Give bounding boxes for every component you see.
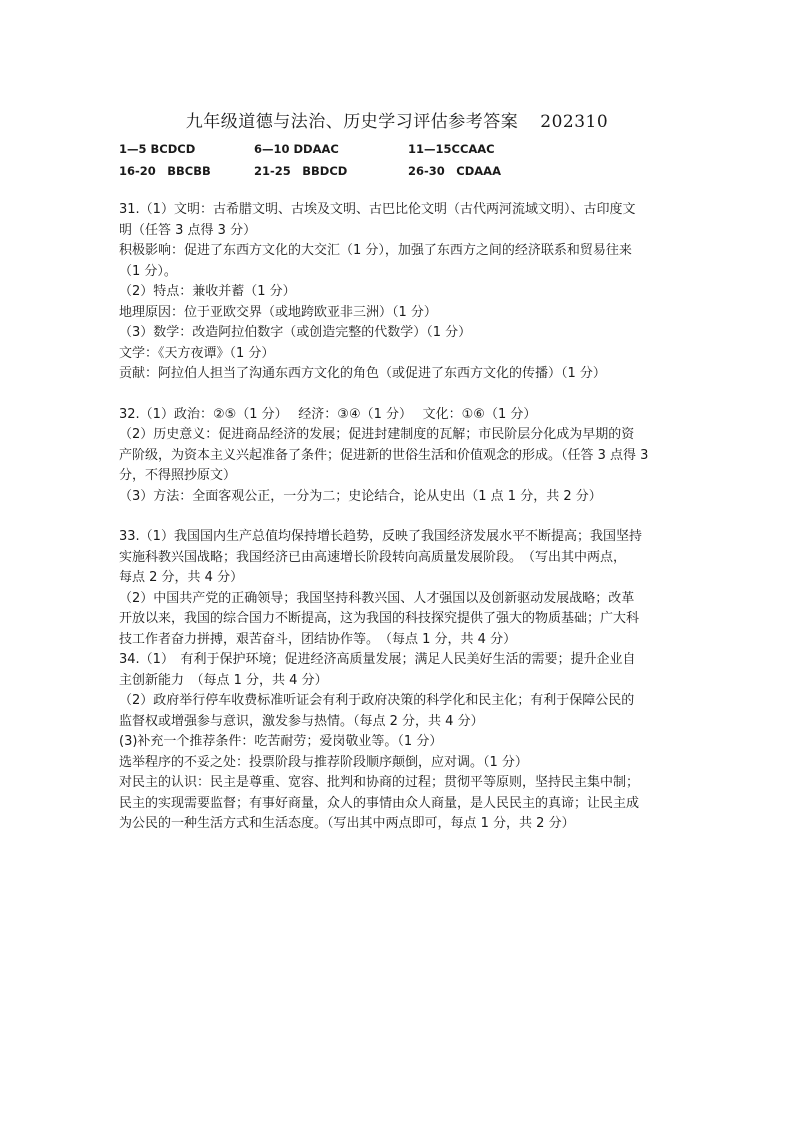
text-line: 地理原因：位于亚欧交界（或地跨欧亚非三洲）（1 分） (119, 304, 437, 320)
text-line: 每点 2 分，共 4 分） (119, 570, 244, 585)
text-line: （2）历史意义：促进商品经济的发展；促进封建制度的瓦解；市民阶层分化成为早期的资 (119, 427, 635, 442)
text-line: 34.（1） 有利于保护环境；促进经济高质量发展；满足人民美好生活的需要；提升企业自 (119, 652, 636, 667)
text-line: 实施科教兴国战略；我国经济已由高速增长阶段转向高质量发展阶段。 （写出其中两点， (119, 549, 627, 565)
text-line: 贡献：阿拉伯人担当了沟通东西方文化的角色（或促进了东西方文化的传播）（1 分） (119, 366, 606, 381)
question-31 (119, 200, 679, 385)
text-line: 明（任答 3 点得 3 分） (119, 222, 257, 238)
title-date: 202310 (540, 112, 609, 132)
text-line: 33.（1）我国国内生产总值均保持增长趋势，反映了我国经济发展水平不断提高；我国坚持 (119, 529, 642, 544)
question-33 (119, 527, 679, 650)
answer-range-26-30: 26-30 CDAAA (408, 164, 501, 178)
text-line: 对民主的认识：民主是尊重、宽容、批判和协商的过程；贯彻平等原则，坚持民主集中制； (119, 775, 640, 790)
section-spacer (119, 507, 679, 527)
text-line: 技工作者奋力拼搏，艰苦奋斗，团结协作等。 （每点 1 分，共 4 分） (119, 631, 517, 647)
text-line: 积极影响：促进了东西方文化的大交汇（1 分），加强了东西方之间的经济联系和贸易往来 (119, 243, 632, 258)
text-line: 为公民的一种生活方式和生活态度。（写出其中两点即可，每点 1 分，共 2 分） (119, 816, 575, 831)
text-line: 主创新能力 （每点 1 分，共 4 分） (119, 672, 328, 688)
text-line: (3)补充一个推荐条件：吃苦耐劳；爱岗敬业等。（1 分） (119, 734, 443, 749)
text-line: 开放以来，我国的综合国力不断提高，这为我国的科技探究提供了强大的物质基础；广大科 (119, 611, 640, 626)
text-line: 选举程序的不妥之处：投票阶段与推荐阶段顺序颠倒，应对调。（1 分） (119, 754, 528, 770)
text-line: （3）方法：全面客观公正，一分为二；史论结合，论从史出（1 点 1 分，共 2 分） (119, 488, 602, 504)
text-line: （2）政府举行停车收费标准听证会有利于政府决策的科学化和民主化；有利于保障公民的 (119, 693, 635, 708)
page-title (0, 107, 794, 132)
answer-range-11-15: 11—15CCAAC (408, 142, 495, 156)
text-line: 文学：《天方夜谭》（1 分） (119, 345, 275, 361)
text-line: （1 分）。 (119, 263, 177, 279)
text-line: 民主的实现需要监督；有事好商量，众人的事情由众人商量，是人民民主的真谛；让民主成 (119, 795, 640, 811)
text-line: 31.（1）文明：古希腊文明、古埃及文明、古巴比伦文明（古代两河流域文明）、古印度文 (119, 202, 636, 217)
answer-body (119, 200, 679, 835)
answer-range-21-25: 21-25 BBDCD (254, 164, 348, 178)
text-line: 分，不得照抄原文） (119, 468, 237, 483)
answer-range-6-10: 6—10 DDAAC (254, 142, 339, 156)
text-line: 产阶级，为资本主义兴起准备了条件；促进新的世俗生活和价值观念的形成。（任答 3 点得 3 (119, 447, 649, 463)
question-32 (119, 405, 679, 508)
text-line: （2）中国共产党的正确领导；我国坚持科教兴国、人才强国以及创新驱动发展战略；改革 (119, 590, 635, 606)
text-line: 监督权或增强参与意识，激发参与热情。（每点 2 分，共 4 分） (119, 713, 484, 729)
text-line: 32.（1）政治：②⑤（1 分） 经济：③④（1 分） 文化：①⑥（1 分） (119, 406, 537, 422)
text-line: （2）特点：兼收并蓄（1 分） (119, 284, 296, 299)
title-main: 九年级道德与法治、历史学习评估参考答案 (185, 112, 519, 132)
text-line: （3）数学：改造阿拉伯数字（或创造完整的代数学）（1 分） (119, 325, 472, 340)
answer-range-1-5: 1—5 BCDCD (119, 142, 196, 156)
question-34 (119, 650, 679, 835)
answer-range-16-20: 16-20 BBCBB (119, 164, 211, 178)
section-spacer (119, 385, 679, 405)
